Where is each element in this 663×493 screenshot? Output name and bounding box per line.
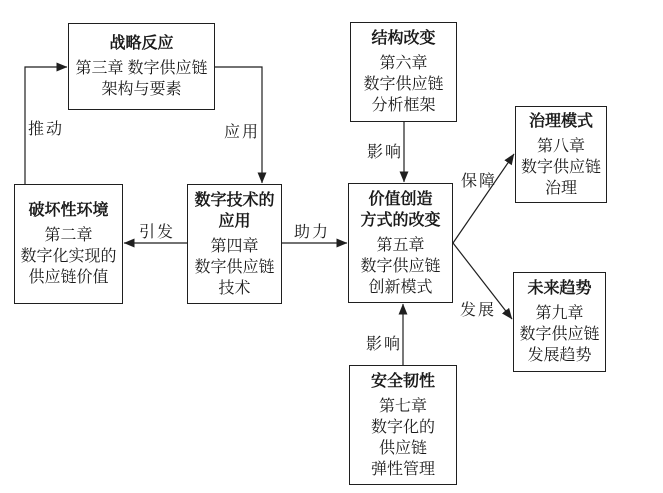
box-governance-model xyxy=(515,106,607,203)
box-structure-change-title: 结构改变 xyxy=(371,30,436,47)
box-security-resilience-body: 第七章 数字化的 供应链 弹性管理 xyxy=(370,397,435,478)
edge-label-influence-top: 影响 xyxy=(367,144,404,161)
box-digital-technology-application-body: 第四章 数字供应链 技术 xyxy=(194,237,275,297)
box-disruptive-environment-body: 第二章 数字化实现的 供应链价值 xyxy=(20,227,117,286)
box-strategic-response xyxy=(68,23,215,110)
box-security-resilience xyxy=(349,365,457,485)
box-future-trends-body: 第九章 数字供应链 发展趋势 xyxy=(519,305,600,364)
box-value-creation-change xyxy=(348,183,453,303)
edge-label-guarantee: 保障 xyxy=(461,173,498,190)
box-digital-technology-application xyxy=(187,184,282,304)
box-disruptive-environment xyxy=(14,184,123,304)
box-future-trends xyxy=(513,272,606,372)
box-security-resilience-title: 安全韧性 xyxy=(370,372,435,390)
edge-label-develop: 发展 xyxy=(460,302,497,319)
box-future-trends-title: 未来趋势 xyxy=(527,280,592,297)
edge-label-trigger: 引发 xyxy=(139,224,176,241)
box-disruptive-environment-title: 破坏性环境 xyxy=(28,202,109,219)
box-governance-model-title: 治理模式 xyxy=(528,112,593,130)
box-strategic-response-title: 战略反应 xyxy=(109,35,174,52)
box-structure-change-body: 第六章 数字供应链 分析框架 xyxy=(363,55,444,114)
edge-label-push: 推动 xyxy=(28,121,65,138)
box-value-creation-change-body: 第五章 数字供应链 创新模式 xyxy=(360,236,441,296)
box-strategic-response-body: 第三章 数字供应链 架构与要素 xyxy=(75,60,208,98)
box-value-creation-change-title: 价值创造 方式的改变 xyxy=(360,190,441,229)
box-governance-model-body: 第八章 数字供应链 治理 xyxy=(520,137,601,197)
edge-label-apply: 应用 xyxy=(224,124,261,141)
edge-label-influence-bottom: 影响 xyxy=(366,336,403,353)
box-digital-technology-application-title: 数字技术的 应用 xyxy=(194,191,275,230)
edge-label-assist: 助力 xyxy=(294,224,331,241)
box-structure-change xyxy=(350,22,457,122)
